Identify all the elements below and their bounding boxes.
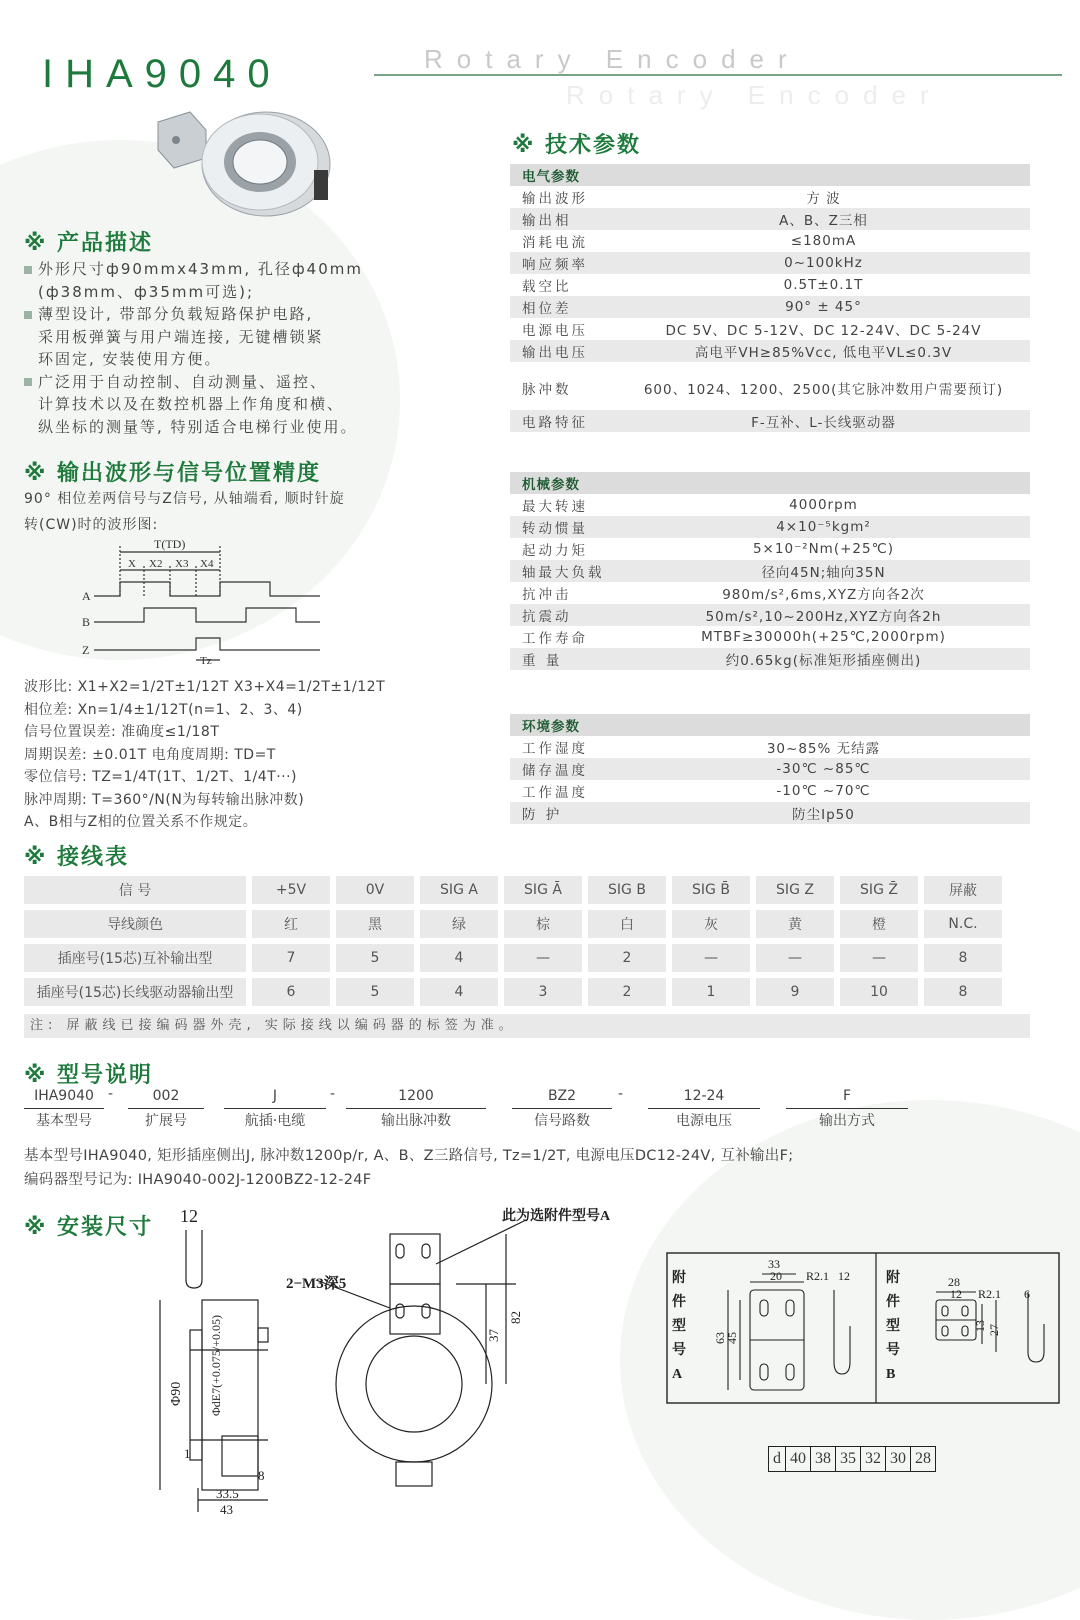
svg-text:R2.1: R2.1 — [806, 1269, 830, 1283]
table-row: 信 号 +5V 0V SIG A SIG Ā SIG B SIG B̄ SIG Z SIG Z̄ 屏蔽 — [24, 876, 1030, 904]
tech-title: ※ 技术参数 — [512, 133, 642, 158]
wave-label-tz: Tz — [200, 655, 212, 667]
dim-m3: 2−M3深5 — [286, 1276, 347, 1292]
code-output: F — [842, 1088, 852, 1104]
dash: - — [618, 1086, 624, 1102]
wave-label-x3: X3 — [175, 558, 189, 570]
wave-label-x2: X2 — [149, 558, 163, 570]
svg-text:33: 33 — [768, 1257, 780, 1271]
circuit-row: 电路特征 F-互补、L-长线驱动器 — [510, 410, 1030, 432]
waveform-notes: 波形比: X1+X2=1/2T±1/12T X3+X4=1/2T±1/12T 相位差: Xn=1/4±1/12T(n=1、2、3、4) 信号位置误差: 准确度≤1/18T 周期误差: ±0.01T 电角度周期: TD=T 零位信号: TZ=1/4T(1T、1/2T、1/4T···) 脉冲周期: T=360°/N(N为每转输出脉冲数) A、B相与Z相的位置关系不作规定。 — [24, 679, 386, 830]
wiring-table — [24, 876, 1030, 1012]
waveform-title: ※ 输出波形与信号位置精度 — [24, 461, 322, 486]
model-code-title: ※ 型号说明 — [24, 1063, 154, 1088]
wave-label-x4: X4 — [200, 558, 214, 570]
code-voltage: 12-24 — [683, 1088, 725, 1104]
dim-37: 37 — [486, 1329, 501, 1342]
dash: - — [108, 1086, 114, 1102]
subtitle-ghost: Rotary Encoder — [566, 80, 943, 110]
waveform-diagram — [80, 536, 330, 676]
svg-text:型: 型 — [886, 1319, 900, 1334]
label-pulse: 输出脉冲数 — [381, 1113, 451, 1129]
svg-text:20: 20 — [770, 1269, 782, 1283]
table-row: 插座号(15芯)互补输出型 7 5 4 — 2 — — — 8 — [24, 944, 1030, 972]
accessory-drawings — [666, 1252, 1060, 1404]
dim-phi90: Φ90 — [169, 1381, 184, 1406]
svg-text:号: 号 — [672, 1343, 686, 1358]
svg-text:13: 13 — [973, 1320, 987, 1332]
header-rule — [374, 74, 1062, 76]
subtitle: Rotary Encoder — [424, 44, 801, 74]
dim-43: 43 — [220, 1502, 233, 1517]
dim-335: 33.5 — [216, 1486, 239, 1501]
svg-text:45: 45 — [725, 1332, 739, 1344]
model-code-breakdown — [24, 1088, 924, 1132]
table-row: 插座号(15芯)长线驱动器输出型 6 5 4 3 2 1 9 10 8 — [24, 978, 1030, 1006]
svg-text:63: 63 — [713, 1332, 727, 1344]
mechanical-table: 机械参数 最大转速 4000rpm 转动惯量 4×10⁻⁵kgm² 起动力矩 5×10⁻²Nm(+25℃) 轴最大负载 径向45N;轴向35N 抗冲击 980m/s²,6ms,XYZ方向各2次 抗震动 50m/s²,10~200Hz,XYZ方向各2h 工作寿命 MTBF≥30000h(+25℃,2000rpm) 重 量 约0.65kg(标准矩形插座侧出) — [510, 472, 1030, 670]
code-conn: J — [272, 1088, 278, 1104]
wave-label-b: B — [82, 615, 91, 629]
dim-1: 1 — [184, 1446, 191, 1461]
wave-label-x1: X — [128, 558, 136, 570]
environment-table: 环境参数 工作湿度 30~85% 无结露 储存温度 -30℃ ~85℃ 工作温度 -10℃ ~70℃ 防 护 防尘Ip50 — [510, 714, 1030, 824]
label-output: 输出方式 — [819, 1113, 875, 1129]
svg-text:6: 6 — [1024, 1287, 1030, 1301]
bullet-icon — [24, 311, 32, 319]
optional-accessory-label: 此为选附件型号A — [502, 1209, 611, 1224]
svg-text:号: 号 — [886, 1343, 900, 1358]
wave-label-a: A — [82, 589, 91, 603]
code-ext: 002 — [152, 1088, 180, 1104]
svg-text:件: 件 — [672, 1295, 686, 1310]
bore-diameter-table: d 40 38 35 32 30 28 — [768, 1446, 936, 1472]
code-signal: BZ2 — [547, 1088, 577, 1104]
label-ext: 扩展号 — [145, 1113, 187, 1129]
dim-phid: ΦdE7(+0.075/+0.05) — [209, 1315, 223, 1416]
dim-12: 12 — [180, 1206, 198, 1226]
code-basic: IHA9040 — [34, 1088, 94, 1104]
dash: - — [330, 1086, 336, 1102]
svg-text:R2.1: R2.1 — [978, 1287, 1002, 1301]
install-title: ※ 安装尺寸 — [24, 1215, 154, 1240]
dim-8: 8 — [258, 1468, 265, 1483]
label-basic: 基本型号 — [36, 1113, 92, 1129]
wave-label-z: Z — [82, 643, 90, 657]
pulse-row: 脉冲数 600、1024、1200、2500(其它脉冲数用户需要预订) — [510, 366, 1030, 410]
table-row: 导线颜色 红 黑 绿 棕 白 灰 黄 橙 N.C. — [24, 910, 1030, 938]
svg-text:附: 附 — [672, 1271, 686, 1286]
dim-82: 82 — [508, 1311, 523, 1324]
label-conn: 航插·电缆 — [244, 1113, 306, 1129]
waveform-intro: 90° 相位差两信号与Z信号, 从轴端看, 顺时针旋 转(CW)时的波形图: — [24, 491, 345, 533]
wave-label-period: T(TD) — [154, 537, 186, 551]
svg-text:28: 28 — [948, 1275, 960, 1289]
svg-text:A: A — [672, 1367, 683, 1382]
product-desc-body: 外形尺寸ф90mmx43mm, 孔径ф40mm (ф38mm、ф35mm可选); 薄型设计, 带部分负载短路保护电路, 采用板弹簧与用户端连接, 无键槽锁紧 环固定, 安装使用方便。 广泛用于自动控制、自动测量、遥控、 计算技术以及在数控机器上作角度和横、 纵坐标的测量等, 特别适合电梯行业使用。 — [24, 258, 484, 438]
code-pulse: 1200 — [398, 1088, 434, 1104]
label-voltage: 电源电压 — [676, 1113, 732, 1129]
svg-text:件: 件 — [886, 1295, 900, 1310]
bullet-icon — [24, 378, 32, 386]
svg-text:B: B — [886, 1367, 896, 1382]
product-desc-title: ※ 产品描述 — [24, 231, 154, 256]
front-view-drawing — [286, 1204, 656, 1494]
electrical-table: 电气参数 输出波形 方 波 输出相 A、B、Z三相 消耗电流 ≤180mA 响应频率 0~100kHz 载空比 0.5T±0.1T 相位差 90° ± 45° 电源电压 DC 5V、DC 5-12V、DC 12-24V、DC 5-24V 输出电压 高电平VH≥85%Vcc, 低电平VL≤0.3V — [510, 164, 1030, 362]
svg-text:12: 12 — [838, 1269, 850, 1283]
wiring-title: ※ 接线表 — [24, 845, 130, 870]
wiring-note: 注: 屏蔽线已接编码器外壳, 实际接线以编码器的标签为准。 — [24, 1014, 1030, 1038]
bullet-icon — [24, 266, 32, 274]
svg-text:型: 型 — [672, 1319, 686, 1334]
product-image — [148, 100, 348, 230]
svg-text:27: 27 — [987, 1324, 1001, 1336]
side-view-drawing — [150, 1200, 280, 1520]
svg-text:12: 12 — [950, 1287, 962, 1301]
svg-text:附: 附 — [886, 1271, 900, 1286]
model-title: IHA9040 — [42, 52, 282, 96]
label-signal: 信号路数 — [534, 1113, 590, 1129]
model-code-desc: 基本型号IHA9040, 矩形插座侧出J, 脉冲数1200p/r, A、B、Z三路信号, Tz=1/2T, 电源电压DC12-24V, 互补输出F; 编码器型号记为: IHA9040-002J-1200BZ2-12-24F — [24, 1148, 794, 1188]
